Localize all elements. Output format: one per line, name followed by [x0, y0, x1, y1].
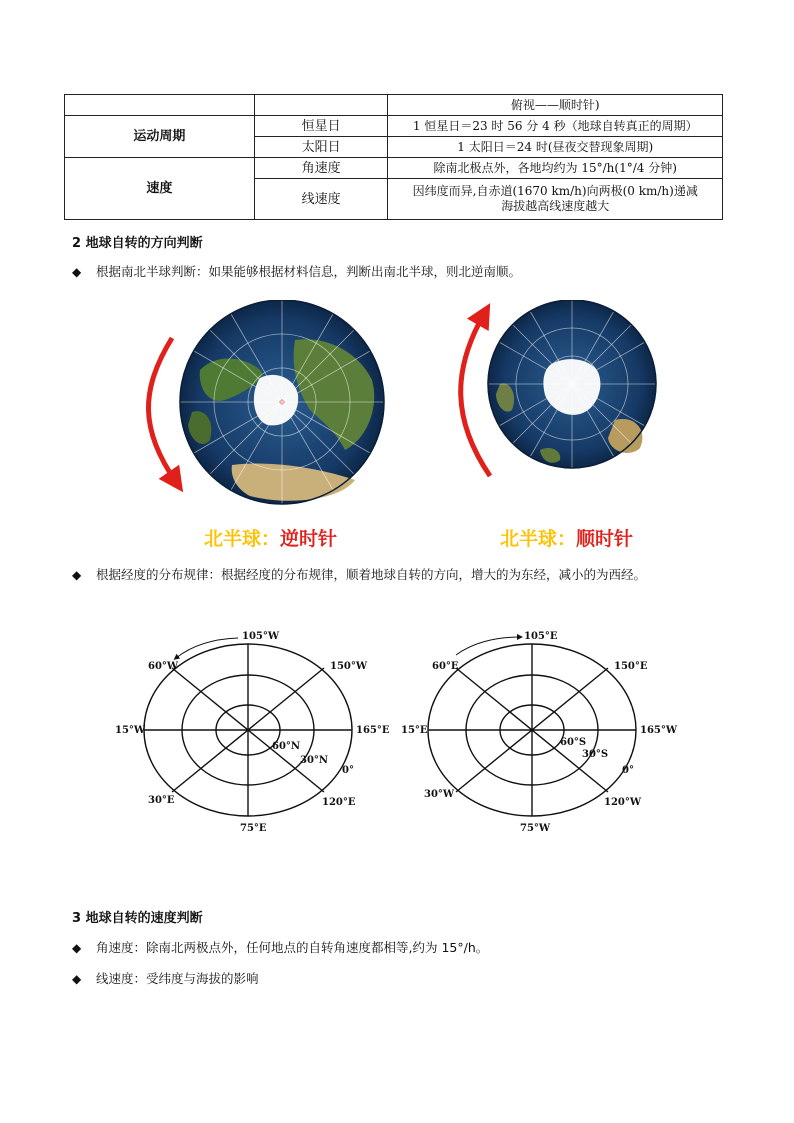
- bullet-text: 角速度：除南北两极点外，任何地点的自转角速度都相等,约为 15°/h。: [96, 940, 489, 955]
- table-cell: [388, 179, 723, 220]
- globes-figure: [140, 300, 700, 510]
- longitude-diagrams: [110, 625, 710, 840]
- bullet-mark-icon: ◆: [72, 972, 82, 986]
- table-cell-sidereal: 恒星日: [254, 116, 388, 137]
- label-ll: 30°E: [148, 795, 175, 806]
- caption-left: [204, 524, 337, 551]
- caption-left-hemisphere: 北半球：: [204, 528, 281, 550]
- table-cell-linear: 线速度: [254, 179, 388, 220]
- label-lr: 120°E: [322, 797, 356, 808]
- section-3-title: 3 地球自转的速度判断: [72, 911, 203, 926]
- label-lat1: 60°S: [560, 737, 587, 748]
- caption-left-direction: 逆时针: [280, 528, 338, 550]
- label-ll: 30°W: [424, 789, 455, 800]
- bullet-text: 线速度：受纬度与海拔的影响: [96, 971, 259, 986]
- label-bottom: 75°W: [520, 823, 551, 834]
- label-left: 15°W: [115, 725, 146, 736]
- caption-right-direction: 顺时针: [576, 528, 634, 550]
- table-cell: 1 恒星日＝23 时 56 分 4 秒（地球自转真正的周期）: [388, 116, 723, 137]
- label-ul: 60°E: [432, 661, 459, 672]
- bullet-hemisphere: [72, 262, 521, 280]
- label-lat1: 60°N: [272, 741, 301, 752]
- rotation-table: [64, 94, 723, 220]
- right-rotation-arrow-icon: [461, 314, 490, 476]
- table-cell: 俯视——顺时针): [388, 95, 723, 116]
- label-zero: 0°: [622, 765, 634, 776]
- label-bottom: 75°E: [240, 823, 267, 834]
- caption-right: [500, 524, 633, 551]
- label-left: 15°E: [401, 725, 428, 736]
- table-cell: 1 太阳日＝24 时(昼夜交替现象周期): [388, 137, 723, 158]
- table-row: [65, 95, 723, 116]
- north-polar-labels: [115, 631, 390, 834]
- label-zero: 0°: [342, 765, 354, 776]
- table-header-speed: 速度: [65, 158, 255, 220]
- table-cell: 除南北极点外，各地均约为 15°/h(1°/4 分钟): [388, 158, 723, 179]
- bullet-mark-icon: ◆: [72, 941, 82, 955]
- bullet-longitude: [72, 565, 646, 583]
- caption-right-hemisphere: 北半球：: [500, 528, 577, 550]
- left-direction-arrow-icon: [176, 638, 238, 658]
- linear-line1: 因纬度而异,自赤道(1670 km/h)向两极(0 km/h)递减: [412, 184, 698, 198]
- table-cell-angular: 角速度: [254, 158, 388, 179]
- bullet-mark-icon: ◆: [72, 568, 82, 582]
- label-ul: 60°W: [148, 661, 179, 672]
- bullet-linear: [72, 969, 259, 987]
- south-pole-globe-icon: [488, 300, 656, 468]
- bullet-text: 根据南北半球判断：如果能够根据材料信息，判断出南北半球，则北逆南顺。: [96, 264, 522, 279]
- label-lr: 120°W: [604, 797, 642, 808]
- label-lat2: 30°N: [300, 755, 329, 766]
- bullet-mark-icon: ◆: [72, 265, 82, 279]
- table-cell-empty: [254, 95, 388, 116]
- label-ur: 150°E: [614, 661, 648, 672]
- label-lat2: 30°S: [582, 749, 609, 760]
- bullet-angular: [72, 938, 488, 956]
- linear-line2: 海拔越高线速度越大: [501, 199, 610, 213]
- bullet-text: 根据经度的分布规律：根据经度的分布规律，顺着地球自转的方向，增大的为东经，减小的为西经。: [96, 567, 647, 582]
- north-pole-globe-icon: [180, 300, 384, 504]
- label-right: 165°W: [640, 725, 678, 736]
- label-top: 105°E: [524, 631, 558, 642]
- table-row: [65, 116, 723, 137]
- south-polar-diagram: [428, 637, 636, 816]
- left-rotation-arrow-icon: [148, 338, 176, 482]
- table-header-period: 运动周期: [65, 116, 255, 158]
- table-cell-solar: 太阳日: [254, 137, 388, 158]
- table-row: [65, 158, 723, 179]
- label-top: 105°W: [242, 631, 280, 642]
- table-cell-empty: [65, 95, 255, 116]
- section-2-title: 2 地球自转的方向判断: [72, 236, 203, 251]
- label-ur: 150°W: [330, 661, 368, 672]
- label-right: 165°E: [356, 725, 390, 736]
